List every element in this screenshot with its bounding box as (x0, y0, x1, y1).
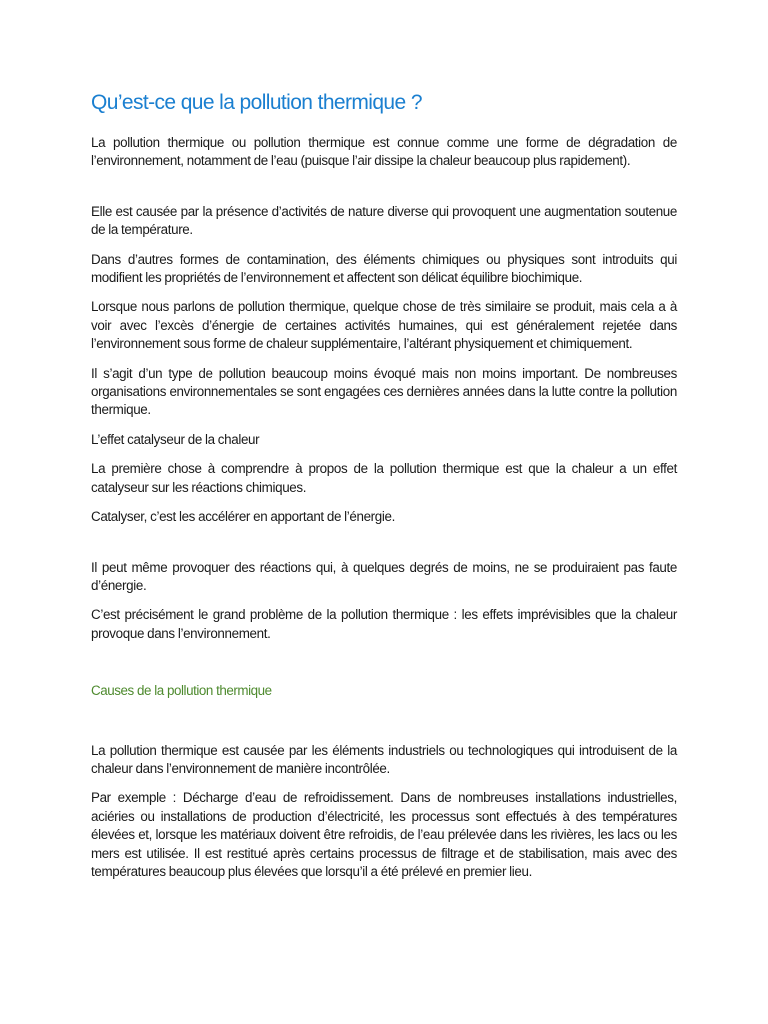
paragraph-energy-excess: Lorsque nous parlons de pollution thermique, quelque chose de très similaire se produit, mais cela a à voir avec l’excès d’énergie de certaines activités humaines, qui est généralement rejetée dans l’environnement sous forme de chaleur supplémentaire, l’altérant physiquement et chimiquement. (91, 299, 677, 352)
document-page (91, 88, 677, 892)
paragraph-problem: C’est précisément le grand problème de la pollution thermique : les effets imprévisibles que la chaleur provoque dans l’environnement. (91, 607, 677, 641)
paragraph-cause: Elle est causée par la présence d’activités de nature diverse qui provoquent une augmentation soutenue de la température. (91, 203, 677, 238)
paragraph-organisations: Il s’agit d’un type de pollution beaucoup moins évoqué mais non moins important. De nombreuses organisations environnementales se sont engagées ces dernières années dans la lutte contre la pollution thermique. (91, 365, 677, 418)
paragraph-catalyse-definition: Catalyser, c’est les accélérer en apportant de l’énergie. (91, 509, 395, 525)
section-heading: Causes de la pollution thermique (91, 683, 272, 699)
paragraph-reactions: Il peut même provoquer des réactions qui, à quelques degrés de moins, ne se produiraient pas faute d’énergie. (91, 559, 677, 593)
section-paragraph-example: Par exemple : Décharge d’eau de refroidissement. Dans de nombreuses installations industrielles, aciéries ou installations de production d’électricité, les processus sont effectués à des températures élevées et, lorsque les matériaux doivent être refroidis, de l’eau prélevée dans les rivières, les lacs ou les mers est utilisée. Il est restitué après certains processus de filtrage et de stabilisation, mais avec des températures beaucoup plus élevées que lorsqu’il a été prélevé en premier lieu. (91, 790, 677, 879)
paragraph-catalyst-heading: L’effet catalyseur de la chaleur (91, 431, 260, 447)
paragraph-contamination: Dans d’autres formes de contamination, des éléments chimiques ou physiques sont introduits qui modifient les propriétés de l’environnement et affectent son délicat équilibre biochimique. (91, 251, 677, 286)
paragraph-catalyst-effect: La première chose à comprendre à propos de la pollution thermique est que la chaleur a un effet catalyseur sur les réactions chimiques. (91, 461, 677, 495)
section-paragraph-industrial: La pollution thermique est causée par les éléments industriels ou technologiques qui introduisent de la chaleur dans l’environnement de manière incontrôlée. (91, 742, 677, 776)
page-title: Qu’est-ce que la pollution thermique ? (91, 91, 422, 114)
paragraph-definition: La pollution thermique ou pollution thermique est connue comme une forme de dégradation de l’environnement, notamment de l’eau (puisque l’air dissipe la chaleur beaucoup plus rapidement). (91, 135, 677, 169)
